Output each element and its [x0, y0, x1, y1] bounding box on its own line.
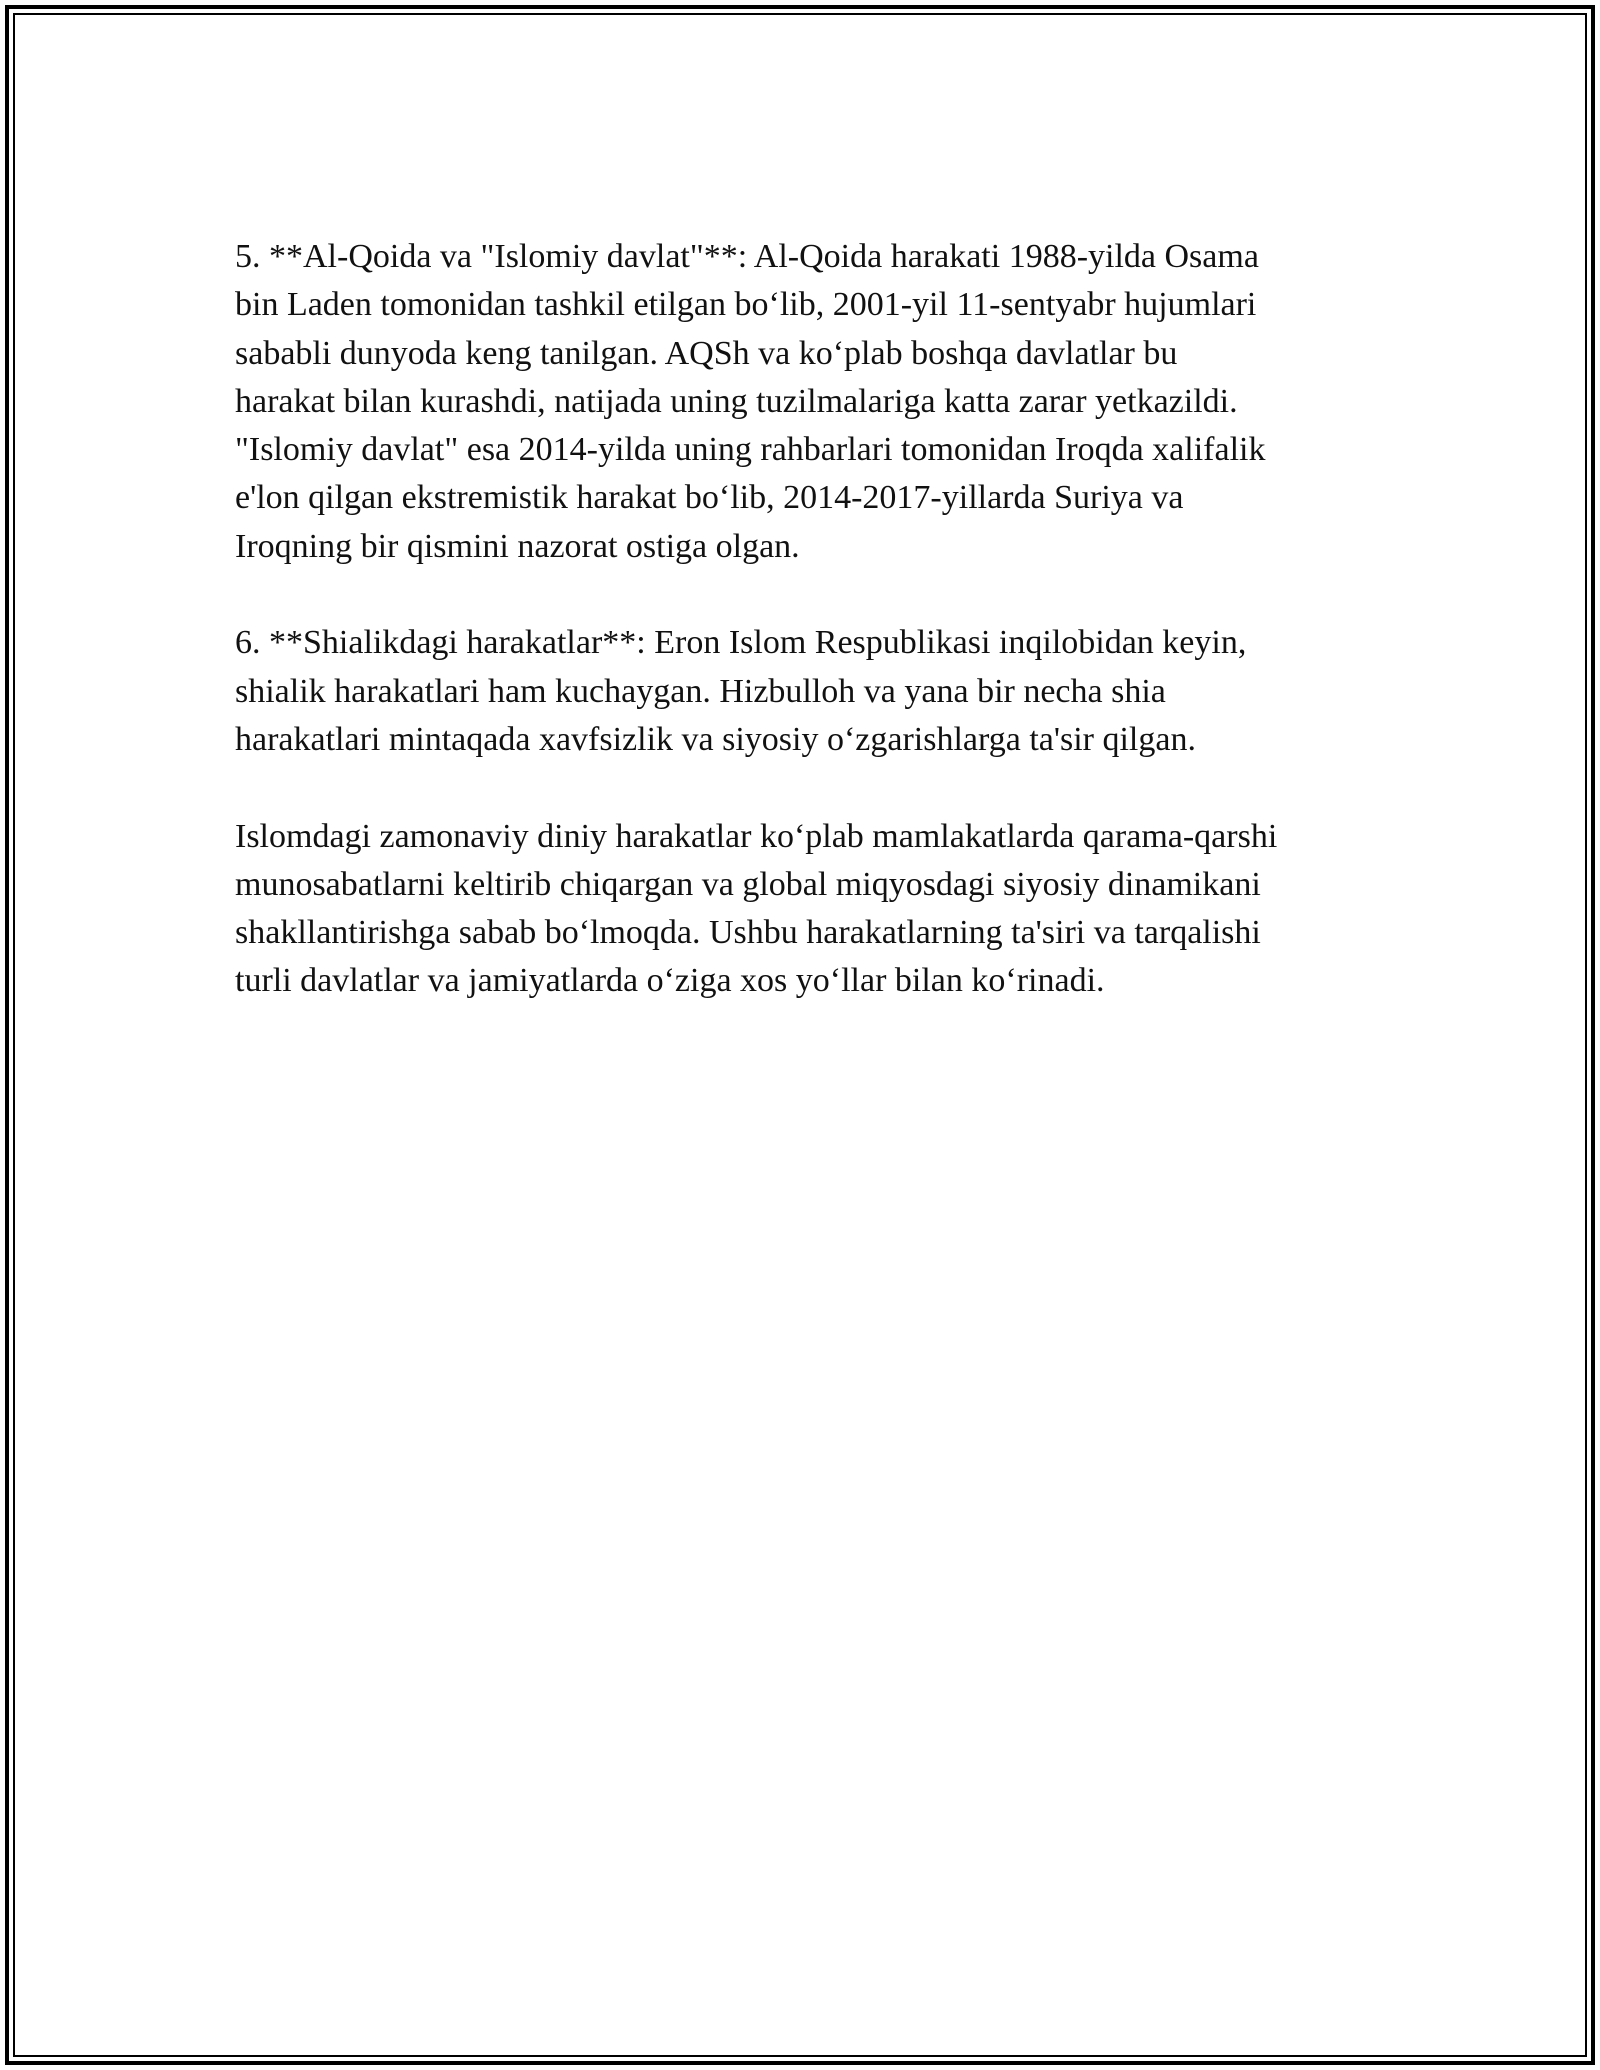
- paragraph-shia-movements: 6. **Shialikdagi harakatlar**: Eron Islom Respublikasi inqilobidan keyin, shialik harakatlari ham kuchaygan. Hizbulloh va yana bir necha shia harakatlari mintaqada xavfsizlik va siyosiy oʻzgarishlarga ta'sir qilgan.: [235, 624, 1247, 758]
- paragraph-conclusion: Islomdagi zamonaviy diniy harakatlar koʻplab mamlakatlarda qarama-qarshi munosabatlarni keltirib chiqargan va global miqyosdagi siyosiy dinamikani shakllantirishga sabab boʻlmoqda. Ushbu harakatlarning ta'siri va tarqalishi turli davlatlar va jamiyatlarda oʻziga xos yoʻllar bilan koʻrinadi.: [235, 817, 1278, 1000]
- document-body: [235, 233, 1385, 1054]
- paragraph-al-qoida: 5. **Al-Qoida va "Islomiy davlat"**: Al-Qoida harakati 1988-yilda Osama bin Laden tomonidan tashkil etilgan boʻlib, 2001-yil 11-sentyabr hujumlari sababli dunyoda keng tanilgan. AQSh va koʻplab boshqa davlatlar bu harakat bilan kurashdi, natijada uning tuzilmalariga katta zarar yetkazildi. "Islomiy davlat" esa 2014-yilda uning rahbarlari tomonidan Iroqda xalifalik e'lon qilgan ekstremistik harakat boʻlib, 2014-2017-yillarda Suriya va Iroqning bir qismini nazorat ostiga olgan.: [235, 238, 1266, 565]
